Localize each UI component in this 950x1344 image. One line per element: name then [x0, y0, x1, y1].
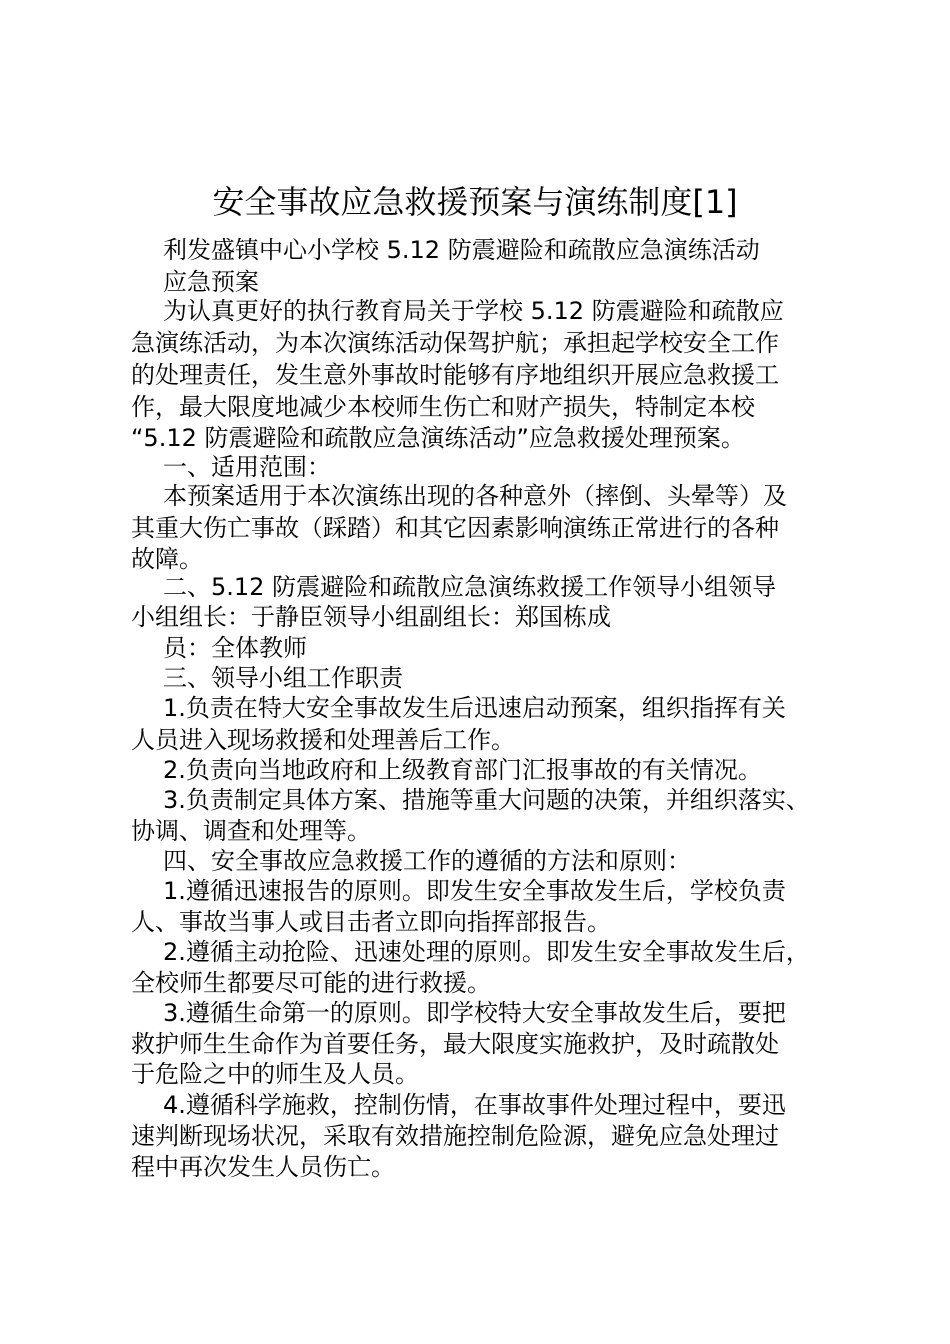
text-line: 利发盛镇中心小学校 5.12 防震避险和疏散应急演练活动	[163, 236, 760, 264]
text-line: 四、安全事故应急救援工作的遵循的方法和原则：	[163, 847, 691, 875]
text-line: 于危险之中的师生及人员。	[131, 1060, 419, 1088]
text-line: 本预案适用于本次演练出现的各种意外（摔倒、头晕等）及	[163, 482, 787, 510]
text-line: 程中再次发生人员伤亡。	[131, 1153, 395, 1181]
text-line: 人员进入现场救援和处理善后工作。	[131, 726, 515, 754]
text-line: 2.负责向当地政府和上级教育部门汇报事故的有关情况。	[163, 756, 762, 784]
text-line: 其重大伤亡事故（踩踏）和其它因素影响演练正常进行的各种	[131, 514, 779, 542]
text-line: 一、适用范围：	[163, 453, 331, 481]
text-line: 人、事故当事人或目击者立即向指挥部报告。	[131, 908, 611, 936]
text-line: 2.遵循主动抢险、迅速处理的原则。即发生安全事故发生后，	[163, 938, 810, 966]
text-line: 3.遵循生命第一的原则。即学校特大安全事故发生后，要把	[163, 999, 786, 1027]
text-line: 故障。	[131, 545, 203, 573]
text-line: 小组组长：于静臣领导小组副组长：郑国栋成	[131, 603, 611, 631]
text-line: 3.负责制定具体方案、措施等重大问题的决策，并组织落实、	[163, 786, 810, 814]
document-title: 安全事故应急救援预案与演练制度[1]	[212, 183, 738, 221]
text-line: 急演练活动，为本次演练活动保驾护航；承担起学校安全工作	[131, 329, 779, 357]
text-line: 二、5.12 防震避险和疏散应急演练救援工作领导小组领导	[163, 573, 777, 601]
text-line: 三、领导小组工作职责	[163, 664, 403, 692]
text-line: “5.12 防震避险和疏散应急演练活动”应急救援处理预案。	[131, 424, 745, 452]
text-line: 协调、调查和处理等。	[131, 817, 371, 845]
text-line: 救护师生生命作为首要任务，最大限度实施救护，及时疏散处	[131, 1030, 779, 1058]
text-line: 全校师生都要尽可能的进行救援。	[131, 969, 491, 997]
text-line: 应急预案	[163, 268, 259, 296]
text-line: 的处理责任，发生意外事故时能够有序地组织开展应急救援工	[131, 361, 779, 389]
text-line: 1.负责在特大安全事故发生后迅速启动预案，组织指挥有关	[163, 694, 786, 722]
text-line: 员：全体教师	[163, 634, 307, 662]
text-line: 1.遵循迅速报告的原则。即发生安全事故发生后，学校负责	[163, 877, 786, 905]
text-line: 为认真更好的执行教育局关于学校 5.12 防震避险和疏散应	[163, 297, 784, 325]
text-line: 4.遵循科学施救，控制伤情，在事故事件处理过程中，要迅	[163, 1091, 786, 1119]
text-line: 速判断现场状况，采取有效措施控制危险源，避免应急处理过	[131, 1122, 779, 1150]
text-line: 作，最大限度地减少本校师生伤亡和财产损失，特制定本校	[131, 393, 755, 421]
